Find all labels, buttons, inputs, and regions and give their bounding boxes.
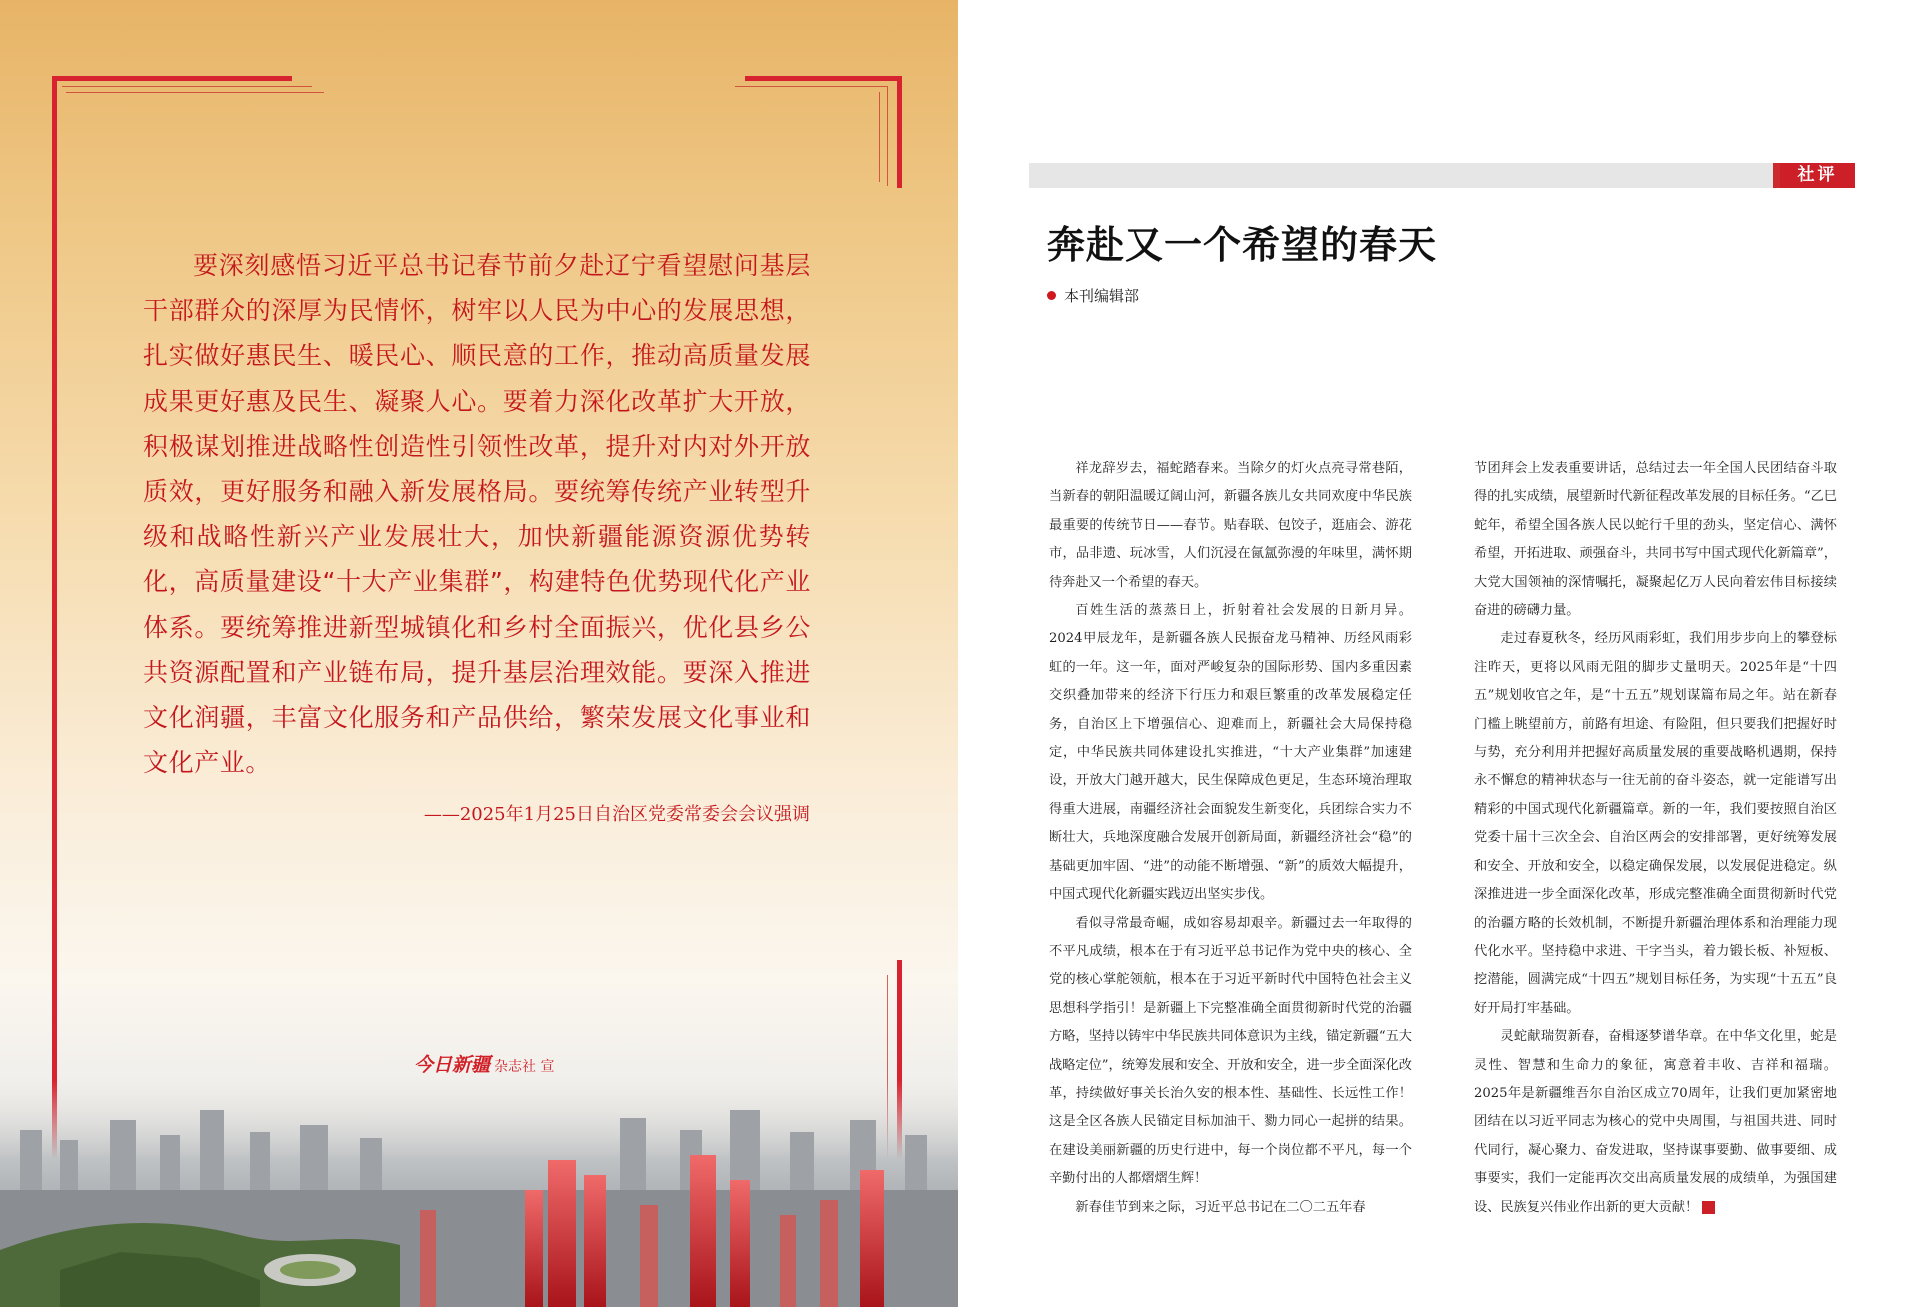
article-column-1 (1049, 455, 1412, 1222)
publisher-brand (414, 1050, 554, 1077)
paragraph-text: 灵蛇献瑞贺新春，奋楫逐梦谱华章。在中华文化里，蛇是灵性、智慧和生命力的象征，寓意着丰收、吉祥和福瑞。2025年是新疆维吾尔自治区成立70周年，让我们更加紧密地团结在以习近平同志为核心的党中央周围，与祖国共进、同时代同行，凝心聚力、奋发进取，坚持谋事要勤、做事要细、成事要实，我们一定能再次交出高质量发展的成绩单，为强国建设、民族复兴伟业作出新的更大贡献！ (1474, 1029, 1837, 1215)
brand-logo: 今日新疆 (414, 1054, 491, 1076)
city-skyline-illustration (0, 1040, 958, 1307)
right-page (958, 0, 1920, 1307)
leader-quote: 要深刻感悟习近平总书记春节前夕赴辽宁看望慰问基层干部群众的深厚为民情怀，树牢以人民为中心的发展思想，扎实做好惠民生、暖民心、顺民意的工作，推动高质量发展成果更好惠及民生、凝聚人心。要着力深化改革扩大开放，积极谋划推进战略性创造性引领性改革，提升对内对外开放质效，更好服务和融入新发展格局。要统筹传统产业转型升级和战略性新兴产业发展壮大，加快新疆能源资源优势转化，高质量建设“十大产业集群”，构建特色优势现代化产业体系。要统筹推进新型城镇化和乡村全面振兴，优化县乡公共资源配置和产业链布局，提升基层治理效能。要深入推进文化润疆，丰富文化服务和产品供给，繁荣发展文化事业和文化产业。 (143, 251, 811, 778)
brand-suffix: 杂志社 宣 (494, 1059, 555, 1075)
quote-source: ——2025年1月25日自治区党委常委会会议强调 (423, 804, 810, 825)
paragraph: 新春佳节到来之际，习近平总书记在二〇二五年春 (1075, 1199, 1366, 1215)
paragraph: 百姓生活的蒸蒸日上，折射着社会发展的日新月异。2024甲辰龙年，是新疆各族人民振奋龙马精神、历经风雨彩虹的一年。这一年，面对严峻复杂的国际形势、国内多重因素交织叠加带来的经济下行压力和艰巨繁重的改革发展稳定任务，自治区上下增强信心、迎难而上，新疆社会大局保持稳定，中华民族共同体建设扎实推进，“十大产业集群”加速建设，开放大门越开越大，民生保障成色更足，生态环境治理取得重大进展，南疆经济社会面貌发生新变化，兵团综合实力不断壮大，兵地深度融合发展开创新局面，新疆经济社会“稳”的基础更加牢固、“进”的动能不断增强、“新”的质效大幅提升，中国式现代化新疆实践迈出坚实步伐。 (1049, 603, 1412, 903)
paragraph-final (1474, 1023, 1837, 1222)
byline-bullet-icon (1047, 291, 1056, 300)
paragraph: 节团拜会上发表重要讲话，总结过去一年全国人民团结奋斗取得的扎实成绩，展望新时代新征程改革发展的目标任务。“乙巳蛇年，希望全国各族人民以蛇行千里的劲头，坚定信心、满怀希望，开拓进取、顽强奋斗，共同书写中国式现代化新篇章”，大党大国领袖的深情嘱托，凝聚起亿万人民向着宏伟目标接续奋进的磅礴力量。 (1474, 461, 1837, 619)
section-header-bar (1029, 163, 1818, 188)
article-title: 奔赴又一个希望的春天 (1047, 223, 1438, 267)
section-tag: 社评 (1780, 163, 1855, 188)
paragraph: 祥龙辞岁去，福蛇踏春来。当除夕的灯火点亮寻常巷陌，当新春的朝阳温暖辽阔山河，新疆各族儿女共同欢度中华民族最重要的传统节日——春节。贴春联、包饺子，逛庙会、游花市，品非遗、玩冰雪，人们沉浸在氤氲弥漫的年味里，满怀期待奔赴又一个希望的春天。 (1049, 461, 1412, 590)
paragraph: 走过春夏秋冬，经历风雨彩虹，我们用步步向上的攀登标注昨天，更将以风雨无阻的脚步丈量明天。2025年是“十四五”规划收官之年，是“十五五”规划谋篇布局之年。站在新春门槛上眺望前方，前路有坦途、有险阻，但只要我们把握好时与势，充分利用并把握好高质量发展的重要战略机遇期，保持永不懈怠的精神状态与一往无前的奋斗姿态，就一定能谱写出精彩的中国式现代化新疆篇章。新的一年，我们要按照自治区党委十届十三次全会、自治区两会的安排部署，更好统筹发展和安全、开放和安全，以稳定确保发展，以发展促进稳定。纵深推进进一步全面深化改革，形成完整准确全面贯彻新时代党的治疆方略的长效机制，不断提升新疆治理体系和治理能力现代化水平。坚持稳中求进、干字当头，着力锻长板、补短板、挖潜能，圆满完成“十四五”规划目标任务，为实现“十五五”良好开局打牢基础。 (1474, 631, 1837, 1016)
article-column-2 (1474, 455, 1837, 1222)
byline-author: 本刊编辑部 (1064, 287, 1140, 305)
byline (1047, 285, 1139, 306)
left-page (0, 0, 958, 1307)
paragraph: 看似寻常最奇崛，成如容易却艰辛。新疆过去一年取得的不平凡成绩，根本在于有习近平总书记作为党中央的核心、全党的核心掌舵领航，根本在于习近平新时代中国特色社会主义思想科学指引！是新疆上下完整准确全面贯彻新时代党的治疆方略，坚持以铸牢中华民族共同体意识为主线，锚定新疆“五大战略定位”，统筹发展和安全、开放和安全，进一步全面深化改革，持续做好事关长治久安的根本性、基础性、长远性工作！这是全区各族人民锚定目标加油干、勠力同心一起拼的结果。在建设美丽新疆的历史行进中，每一个岗位都不平凡，每一个辛勤付出的人都熠熠生辉！ (1049, 915, 1412, 1187)
end-mark-icon: J (1702, 1201, 1715, 1214)
